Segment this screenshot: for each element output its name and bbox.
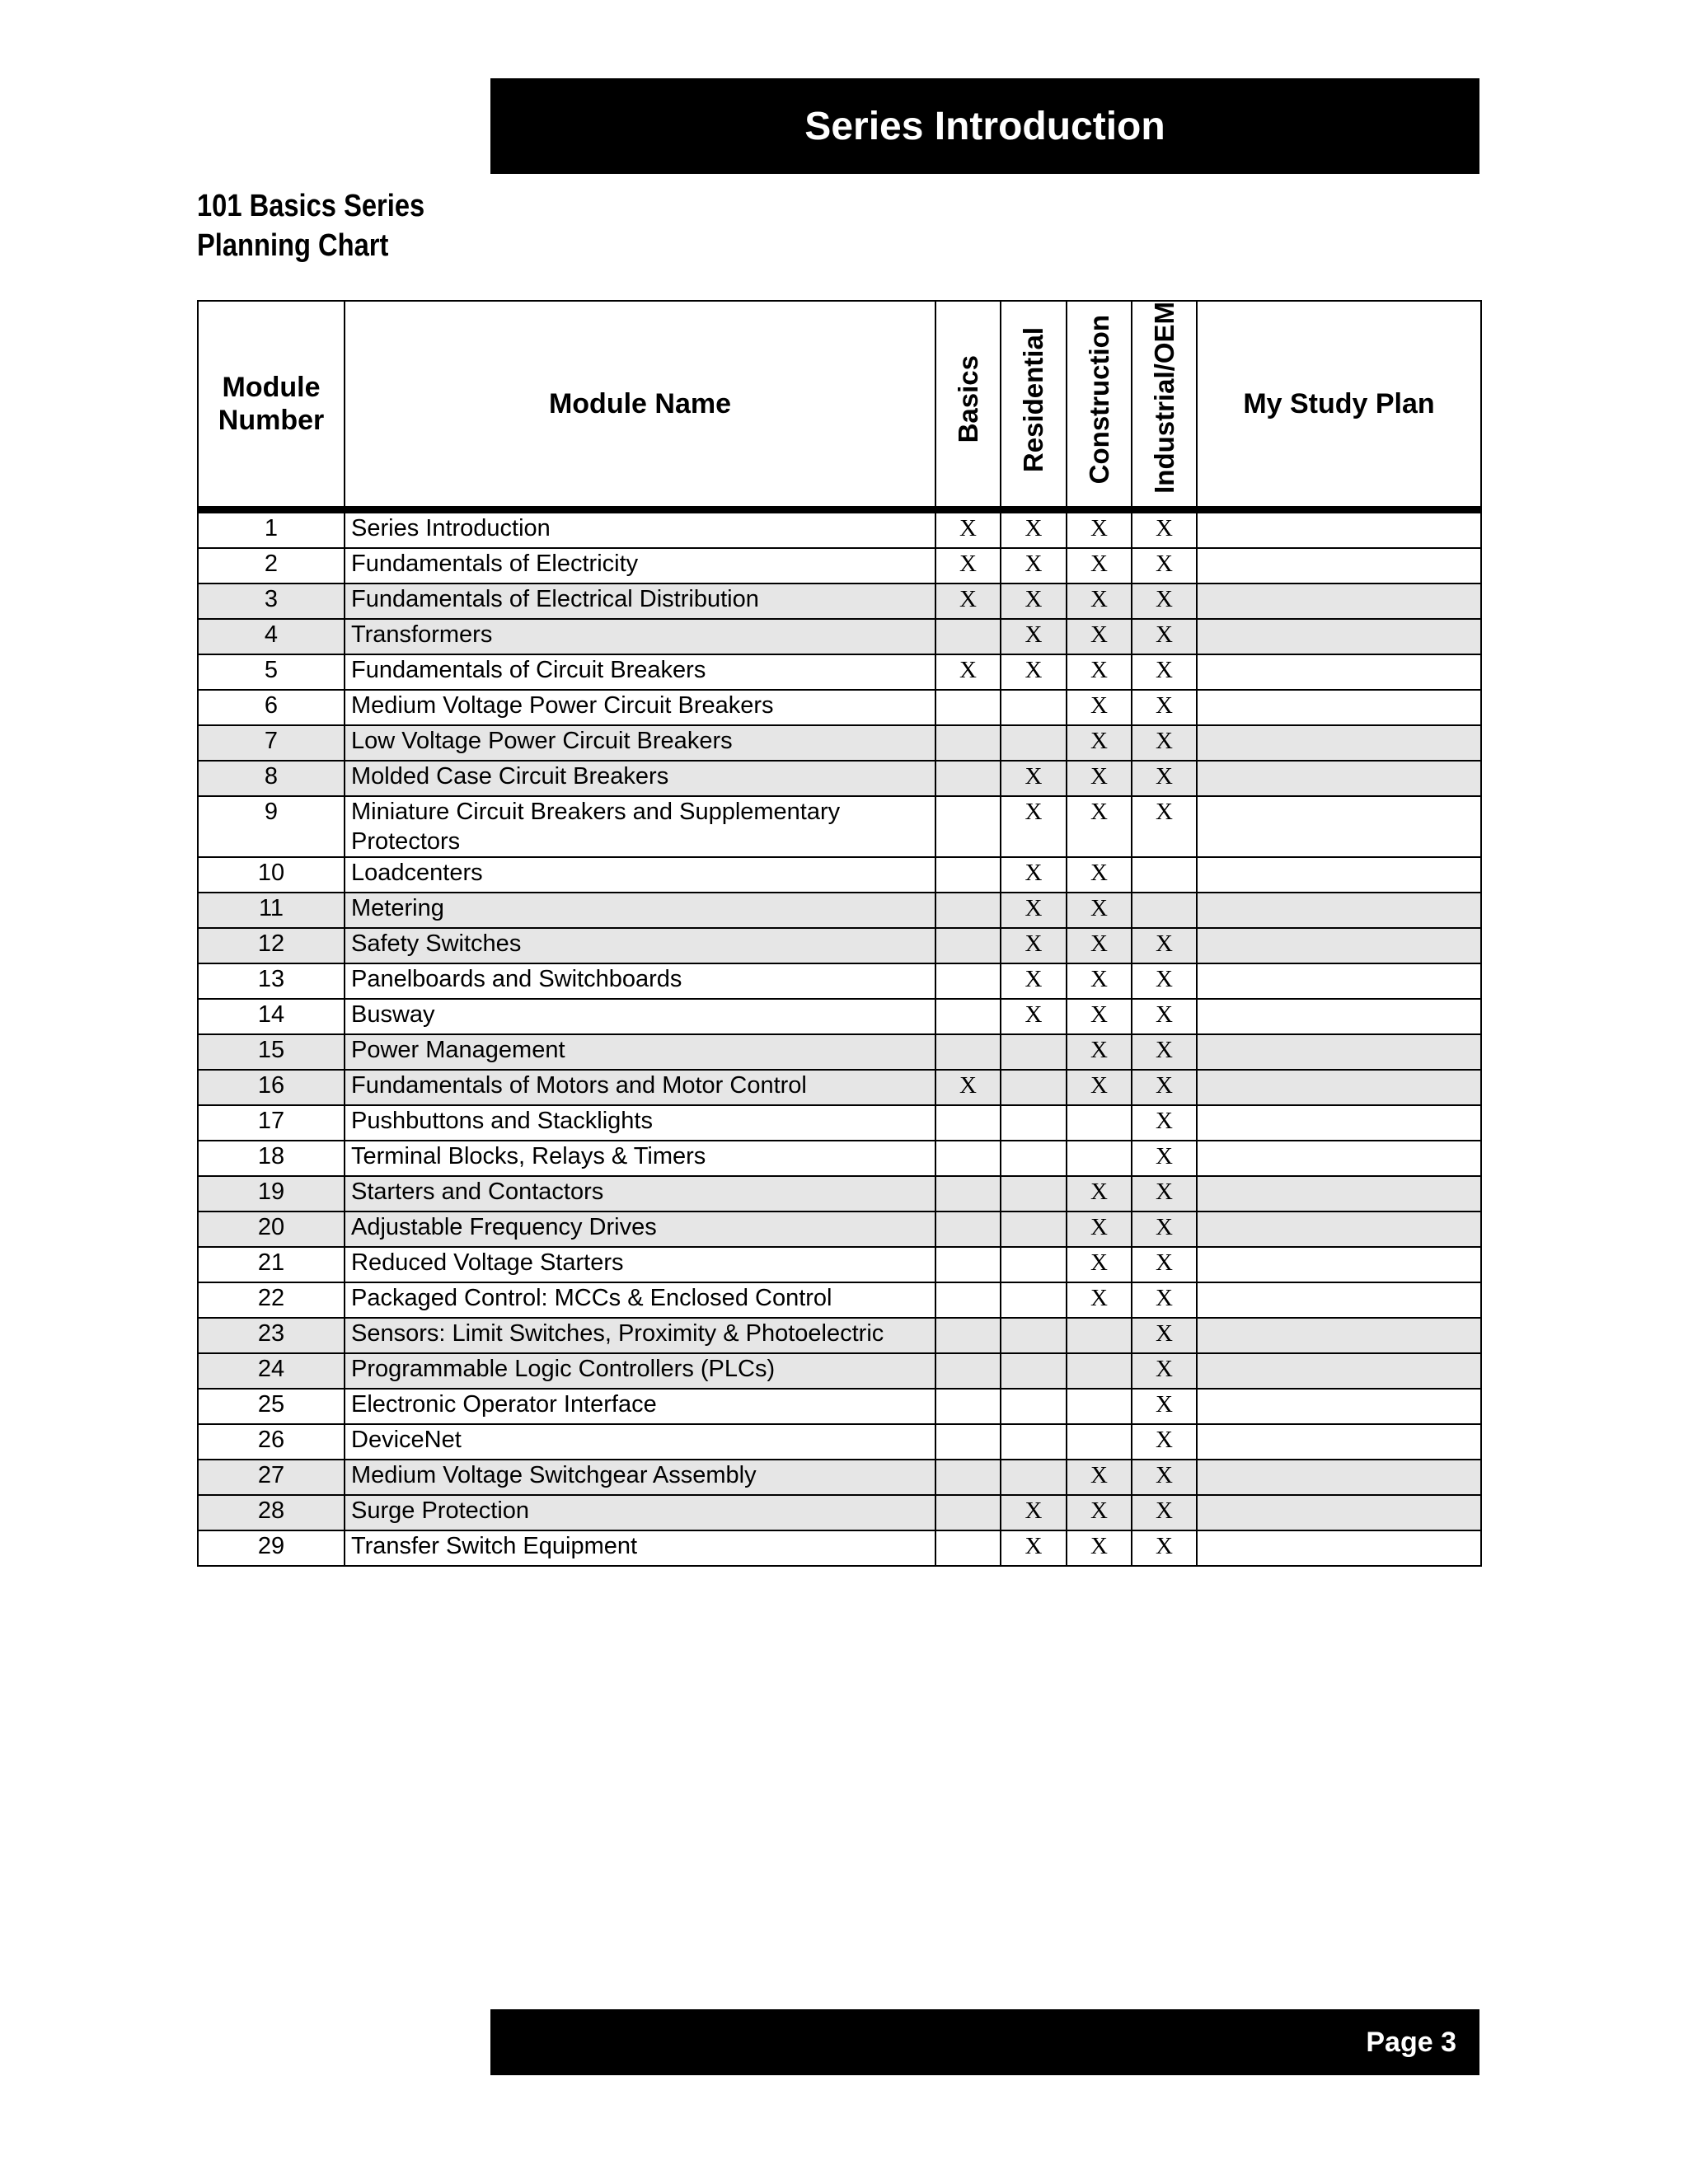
- residential-mark-cell: X: [1001, 548, 1067, 583]
- column-header-residential: Residential: [1001, 301, 1067, 510]
- residential-mark-cell: [1001, 1318, 1067, 1353]
- industrial-mark-cell: X: [1132, 796, 1197, 857]
- study-plan-cell[interactable]: [1197, 857, 1481, 893]
- column-header-my-study-plan: My Study Plan: [1197, 301, 1481, 510]
- industrial-mark-cell: [1132, 857, 1197, 893]
- construction-mark-cell: X: [1067, 548, 1132, 583]
- construction-mark-cell: X: [1067, 893, 1132, 928]
- study-plan-cell[interactable]: [1197, 1070, 1481, 1105]
- column-header-industrial-oem: Industrial/OEM: [1132, 301, 1197, 510]
- industrial-mark-cell: X: [1132, 1212, 1197, 1247]
- module-number-cell: 29: [198, 1530, 345, 1566]
- basics-mark-cell: [935, 1389, 1001, 1424]
- residential-mark-cell: X: [1001, 857, 1067, 893]
- module-number-cell: 17: [198, 1105, 345, 1141]
- module-number-cell: 10: [198, 857, 345, 893]
- residential-mark-cell: X: [1001, 928, 1067, 963]
- residential-mark-cell: [1001, 1282, 1067, 1318]
- module-name-cell: Adjustable Frequency Drives: [345, 1212, 935, 1247]
- column-header-module-number: Module Number: [198, 301, 345, 510]
- study-plan-cell[interactable]: [1197, 619, 1481, 654]
- industrial-mark-cell: X: [1132, 654, 1197, 690]
- industrial-mark-cell: X: [1132, 999, 1197, 1034]
- study-plan-cell[interactable]: [1197, 1141, 1481, 1176]
- module-name-cell: Packaged Control: MCCs & Enclosed Control: [345, 1282, 935, 1318]
- residential-mark-cell: [1001, 1141, 1067, 1176]
- basics-mark-cell: [935, 1034, 1001, 1070]
- module-number-cell: 6: [198, 690, 345, 725]
- basics-mark-cell: [935, 893, 1001, 928]
- module-number-cell: 14: [198, 999, 345, 1034]
- module-name-cell: Fundamentals of Circuit Breakers: [345, 654, 935, 690]
- basics-mark-cell: X: [935, 548, 1001, 583]
- table-row: [198, 963, 1481, 999]
- construction-mark-cell: X: [1067, 1176, 1132, 1212]
- study-plan-cell[interactable]: [1197, 690, 1481, 725]
- industrial-mark-cell: X: [1132, 690, 1197, 725]
- table-row: [198, 1105, 1481, 1141]
- industrial-mark-cell: X: [1132, 725, 1197, 761]
- basics-mark-cell: X: [935, 1070, 1001, 1105]
- module-name-cell: Series Introduction: [345, 510, 935, 549]
- basics-mark-cell: [935, 1318, 1001, 1353]
- module-name-cell: Starters and Contactors: [345, 1176, 935, 1212]
- table-row: [198, 857, 1481, 893]
- residential-mark-cell: X: [1001, 1495, 1067, 1530]
- basics-mark-cell: [935, 1424, 1001, 1460]
- module-number-cell: 15: [198, 1034, 345, 1070]
- basics-mark-cell: [935, 1141, 1001, 1176]
- industrial-mark-cell: X: [1132, 1070, 1197, 1105]
- residential-mark-cell: [1001, 1105, 1067, 1141]
- residential-mark-cell: [1001, 1034, 1067, 1070]
- module-name-cell: Low Voltage Power Circuit Breakers: [345, 725, 935, 761]
- column-header-construction: Construction: [1067, 301, 1132, 510]
- basics-mark-cell: [935, 1530, 1001, 1566]
- section-title: Series Introduction: [804, 104, 1165, 148]
- module-name-cell: Medium Voltage Power Circuit Breakers: [345, 690, 935, 725]
- residential-mark-cell: X: [1001, 796, 1067, 857]
- residential-mark-cell: X: [1001, 1530, 1067, 1566]
- study-plan-cell[interactable]: [1197, 1247, 1481, 1282]
- module-name-cell: Sensors: Limit Switches, Proximity & Photoelectric: [345, 1318, 935, 1353]
- study-plan-cell[interactable]: [1197, 1282, 1481, 1318]
- module-name-cell: Busway: [345, 999, 935, 1034]
- basics-mark-cell: [935, 619, 1001, 654]
- construction-mark-cell: X: [1067, 510, 1132, 549]
- module-number-cell: 26: [198, 1424, 345, 1460]
- module-number-cell: 12: [198, 928, 345, 963]
- chart-title-line-2: Planning Chart: [197, 228, 389, 263]
- study-plan-cell[interactable]: [1197, 1212, 1481, 1247]
- industrial-mark-cell: X: [1132, 510, 1197, 549]
- industrial-mark-cell: X: [1132, 761, 1197, 796]
- residential-mark-cell: [1001, 1247, 1067, 1282]
- basics-mark-cell: X: [935, 654, 1001, 690]
- table-row: [198, 1495, 1481, 1530]
- study-plan-cell[interactable]: [1197, 1495, 1481, 1530]
- construction-mark-cell: X: [1067, 1530, 1132, 1566]
- module-number-cell: 19: [198, 1176, 345, 1212]
- table-row: [198, 1530, 1481, 1566]
- table-row: [198, 1176, 1481, 1212]
- module-name-cell: Molded Case Circuit Breakers: [345, 761, 935, 796]
- construction-mark-cell: [1067, 1105, 1132, 1141]
- industrial-mark-cell: X: [1132, 928, 1197, 963]
- study-plan-cell[interactable]: [1197, 928, 1481, 963]
- module-name-cell: Surge Protection: [345, 1495, 935, 1530]
- module-number-cell: 21: [198, 1247, 345, 1282]
- table-row: [198, 1212, 1481, 1247]
- module-name-cell: Transformers: [345, 619, 935, 654]
- residential-mark-cell: X: [1001, 893, 1067, 928]
- study-plan-cell[interactable]: [1197, 1389, 1481, 1424]
- module-number-cell: 13: [198, 963, 345, 999]
- module-number-cell: 4: [198, 619, 345, 654]
- industrial-mark-cell: X: [1132, 1424, 1197, 1460]
- table-row: [198, 1353, 1481, 1389]
- construction-mark-cell: X: [1067, 690, 1132, 725]
- industrial-mark-cell: X: [1132, 1282, 1197, 1318]
- module-name-cell: Miniature Circuit Breakers and Supplementary Protectors: [345, 796, 935, 857]
- table-row: [198, 1460, 1481, 1495]
- industrial-mark-cell: X: [1132, 548, 1197, 583]
- residential-mark-cell: [1001, 1070, 1067, 1105]
- construction-mark-cell: [1067, 1424, 1132, 1460]
- study-plan-cell[interactable]: [1197, 999, 1481, 1034]
- module-number-cell: 16: [198, 1070, 345, 1105]
- industrial-mark-cell: X: [1132, 1141, 1197, 1176]
- table-row: [198, 1070, 1481, 1105]
- basics-mark-cell: [935, 963, 1001, 999]
- table-row: [198, 999, 1481, 1034]
- construction-mark-cell: X: [1067, 928, 1132, 963]
- residential-mark-cell: X: [1001, 761, 1067, 796]
- table-row: [198, 1141, 1481, 1176]
- residential-mark-cell: X: [1001, 583, 1067, 619]
- basics-mark-cell: [935, 1282, 1001, 1318]
- basics-mark-cell: [935, 1247, 1001, 1282]
- module-number-cell: 1: [198, 510, 345, 549]
- table-row: [198, 1034, 1481, 1070]
- table-row: [198, 1389, 1481, 1424]
- basics-mark-cell: [935, 1495, 1001, 1530]
- residential-mark-cell: [1001, 1389, 1067, 1424]
- construction-mark-cell: X: [1067, 963, 1132, 999]
- residential-mark-cell: [1001, 1460, 1067, 1495]
- residential-mark-cell: X: [1001, 619, 1067, 654]
- module-name-cell: Fundamentals of Electrical Distribution: [345, 583, 935, 619]
- basics-mark-cell: [935, 1353, 1001, 1389]
- study-plan-cell[interactable]: [1197, 1034, 1481, 1070]
- construction-mark-cell: [1067, 1318, 1132, 1353]
- basics-mark-cell: [935, 1105, 1001, 1141]
- table-header-row: [198, 301, 1481, 510]
- module-name-cell: Transfer Switch Equipment: [345, 1530, 935, 1566]
- module-name-cell: Power Management: [345, 1034, 935, 1070]
- construction-mark-cell: X: [1067, 1460, 1132, 1495]
- module-number-cell: 28: [198, 1495, 345, 1530]
- construction-mark-cell: [1067, 1353, 1132, 1389]
- table-row: [198, 893, 1481, 928]
- construction-mark-cell: X: [1067, 796, 1132, 857]
- basics-mark-cell: [935, 690, 1001, 725]
- table-row: [198, 548, 1481, 583]
- residential-mark-cell: [1001, 725, 1067, 761]
- construction-mark-cell: X: [1067, 857, 1132, 893]
- industrial-mark-cell: X: [1132, 583, 1197, 619]
- basics-mark-cell: [935, 1212, 1001, 1247]
- study-plan-cell[interactable]: [1197, 1176, 1481, 1212]
- chart-title-line-1: 101 Basics Series: [197, 189, 425, 223]
- residential-mark-cell: X: [1001, 963, 1067, 999]
- residential-mark-cell: X: [1001, 999, 1067, 1034]
- module-number-cell: 3: [198, 583, 345, 619]
- basics-mark-cell: [935, 725, 1001, 761]
- module-number-cell: 8: [198, 761, 345, 796]
- basics-mark-cell: X: [935, 510, 1001, 549]
- table-row: [198, 1282, 1481, 1318]
- residential-mark-cell: [1001, 690, 1067, 725]
- page-footer-bar: [490, 2009, 1479, 2075]
- table-row: [198, 928, 1481, 963]
- column-header-basics: Basics: [935, 301, 1001, 510]
- module-number-cell: 5: [198, 654, 345, 690]
- construction-mark-cell: [1067, 1389, 1132, 1424]
- table-row: [198, 654, 1481, 690]
- study-plan-cell[interactable]: [1197, 1318, 1481, 1353]
- residential-mark-cell: [1001, 1176, 1067, 1212]
- industrial-mark-cell: X: [1132, 1460, 1197, 1495]
- industrial-mark-cell: X: [1132, 1176, 1197, 1212]
- construction-mark-cell: X: [1067, 725, 1132, 761]
- study-plan-cell[interactable]: [1197, 761, 1481, 796]
- construction-mark-cell: X: [1067, 1212, 1132, 1247]
- module-number-cell: 2: [198, 548, 345, 583]
- module-number-cell: 25: [198, 1389, 345, 1424]
- module-name-cell: Fundamentals of Electricity: [345, 548, 935, 583]
- table-row: [198, 619, 1481, 654]
- industrial-mark-cell: X: [1132, 1318, 1197, 1353]
- module-number-cell: 18: [198, 1141, 345, 1176]
- table-row: [198, 1247, 1481, 1282]
- study-plan-cell[interactable]: [1197, 1460, 1481, 1495]
- table-body: [198, 510, 1481, 1567]
- basics-mark-cell: [935, 857, 1001, 893]
- construction-mark-cell: X: [1067, 583, 1132, 619]
- industrial-mark-cell: X: [1132, 1247, 1197, 1282]
- module-number-cell: 7: [198, 725, 345, 761]
- study-plan-cell[interactable]: [1197, 583, 1481, 619]
- table-row: [198, 510, 1481, 549]
- module-number-cell: 27: [198, 1460, 345, 1495]
- industrial-mark-cell: X: [1132, 619, 1197, 654]
- basics-mark-cell: [935, 796, 1001, 857]
- construction-mark-cell: X: [1067, 1247, 1132, 1282]
- construction-mark-cell: X: [1067, 1282, 1132, 1318]
- industrial-mark-cell: X: [1132, 963, 1197, 999]
- study-plan-cell[interactable]: [1197, 510, 1481, 549]
- industrial-mark-cell: X: [1132, 1105, 1197, 1141]
- module-name-cell: DeviceNet: [345, 1424, 935, 1460]
- basics-mark-cell: X: [935, 583, 1001, 619]
- basics-mark-cell: [935, 1460, 1001, 1495]
- module-name-cell: Fundamentals of Motors and Motor Control: [345, 1070, 935, 1105]
- study-plan-cell[interactable]: [1197, 725, 1481, 761]
- study-plan-cell[interactable]: [1197, 1353, 1481, 1389]
- study-plan-cell[interactable]: [1197, 796, 1481, 857]
- module-name-cell: Electronic Operator Interface: [345, 1389, 935, 1424]
- section-header-bar: [490, 78, 1479, 174]
- module-name-cell: Reduced Voltage Starters: [345, 1247, 935, 1282]
- study-plan-cell[interactable]: [1197, 893, 1481, 928]
- basics-mark-cell: [935, 761, 1001, 796]
- table-row: [198, 1424, 1481, 1460]
- industrial-mark-cell: [1132, 893, 1197, 928]
- industrial-mark-cell: X: [1132, 1530, 1197, 1566]
- basics-mark-cell: [935, 928, 1001, 963]
- module-name-cell: Metering: [345, 893, 935, 928]
- study-plan-cell[interactable]: [1197, 963, 1481, 999]
- study-plan-cell[interactable]: [1197, 1105, 1481, 1141]
- page-number: Page 3: [1366, 2026, 1456, 2058]
- module-name-cell: Terminal Blocks, Relays & Timers: [345, 1141, 935, 1176]
- industrial-mark-cell: X: [1132, 1389, 1197, 1424]
- residential-mark-cell: X: [1001, 654, 1067, 690]
- study-plan-cell[interactable]: [1197, 548, 1481, 583]
- construction-mark-cell: X: [1067, 619, 1132, 654]
- construction-mark-cell: X: [1067, 761, 1132, 796]
- planning-chart-table: [197, 300, 1482, 1567]
- column-header-module-name: Module Name: [345, 301, 935, 510]
- module-number-cell: 23: [198, 1318, 345, 1353]
- residential-mark-cell: X: [1001, 510, 1067, 549]
- module-number-cell: 22: [198, 1282, 345, 1318]
- residential-mark-cell: [1001, 1353, 1067, 1389]
- module-name-cell: Medium Voltage Switchgear Assembly: [345, 1460, 935, 1495]
- industrial-mark-cell: X: [1132, 1034, 1197, 1070]
- construction-mark-cell: X: [1067, 654, 1132, 690]
- table-row: [198, 761, 1481, 796]
- study-plan-cell[interactable]: [1197, 1424, 1481, 1460]
- module-name-cell: Panelboards and Switchboards: [345, 963, 935, 999]
- residential-mark-cell: [1001, 1212, 1067, 1247]
- module-number-cell: 11: [198, 893, 345, 928]
- study-plan-cell[interactable]: [1197, 654, 1481, 690]
- chart-title: [197, 186, 424, 265]
- table-row: [198, 583, 1481, 619]
- table-row: [198, 725, 1481, 761]
- table-row: [198, 1318, 1481, 1353]
- table-row: [198, 796, 1481, 857]
- construction-mark-cell: X: [1067, 1070, 1132, 1105]
- module-name-cell: Programmable Logic Controllers (PLCs): [345, 1353, 935, 1389]
- construction-mark-cell: X: [1067, 999, 1132, 1034]
- basics-mark-cell: [935, 1176, 1001, 1212]
- construction-mark-cell: [1067, 1141, 1132, 1176]
- industrial-mark-cell: X: [1132, 1495, 1197, 1530]
- residential-mark-cell: [1001, 1424, 1067, 1460]
- module-name-cell: Safety Switches: [345, 928, 935, 963]
- module-number-cell: 20: [198, 1212, 345, 1247]
- basics-mark-cell: [935, 999, 1001, 1034]
- module-number-cell: 24: [198, 1353, 345, 1389]
- module-name-cell: Pushbuttons and Stacklights: [345, 1105, 935, 1141]
- study-plan-cell[interactable]: [1197, 1530, 1481, 1566]
- module-number-cell: 9: [198, 796, 345, 857]
- construction-mark-cell: X: [1067, 1034, 1132, 1070]
- construction-mark-cell: X: [1067, 1495, 1132, 1530]
- table-row: [198, 690, 1481, 725]
- module-name-cell: Loadcenters: [345, 857, 935, 893]
- industrial-mark-cell: X: [1132, 1353, 1197, 1389]
